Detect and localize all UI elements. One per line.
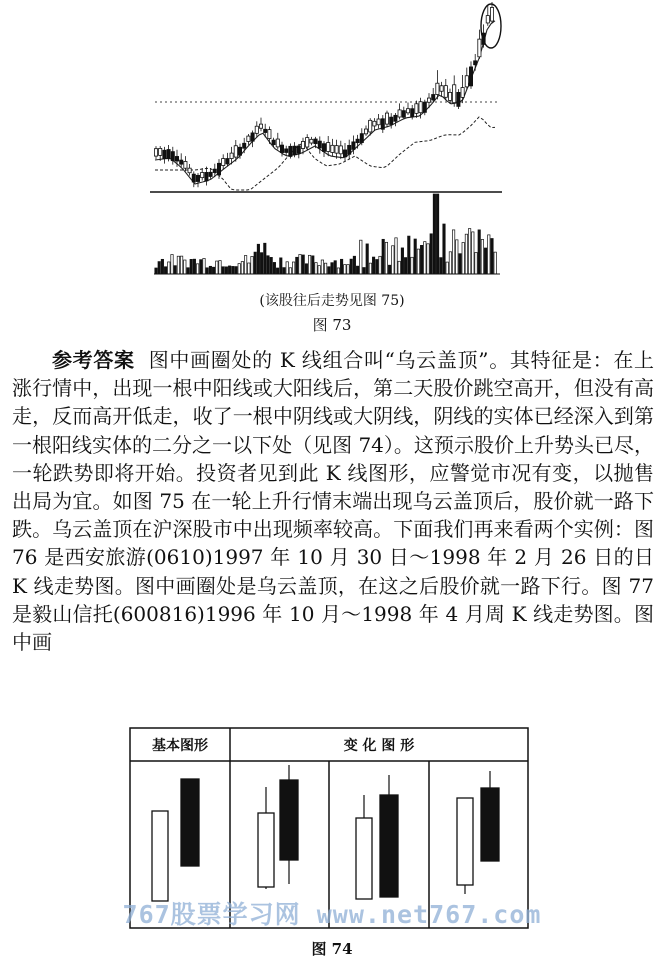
volume-bar: [267, 256, 269, 274]
k-candle: [343, 143, 346, 161]
dark-cloud-cover-pattern-4: [457, 771, 499, 894]
article-body: 图中画圈处的 K 线组合叫“乌云盖顶”。其特征是：在上涨行情中，出现一根中阳线或大阳线后，第二天股价跳空高开，但没有高走，反而高开低走，收了一根中阴线或大阴线，阴线的实体已经深入到第一根阳线实体的二分之一以下处（见图 74）。这预示股价上升势头已尽，一轮跌势即将开始。投资者见到此 K 线图形，应警觉市况有变，以抛售出局为宜。如图 75 在一轮上升行情末端出现乌云盖顶后，股价就一路下跌。乌云盖顶在沪深股市中出现频率较高。下面我们再来看两个实例：图 76 是西安旅游(0610)1997 年 10 月 30 日～1998 年 2 月 26 日的日 K 线走势图。图中画圈处是乌云盖顶，在这之后股价就一路下行。图 77 是毅山信托(600816)1996 年 10 月～1998 年 4 月周 K 线走势图。图中画: [12, 348, 655, 655]
answer-label: 参考答案: [52, 348, 135, 372]
volume-bar: [360, 240, 362, 274]
volume-bar: [289, 268, 291, 274]
k-candle: [331, 139, 334, 156]
volume-bar: [286, 262, 288, 274]
volume-bar: [436, 194, 438, 274]
volume-bar: [430, 234, 432, 274]
volume-bar: [219, 261, 221, 274]
volume-bar: [308, 255, 310, 274]
volume-bar: [417, 249, 419, 274]
volume-bar: [456, 240, 458, 274]
volume-bar: [315, 263, 317, 274]
volume-bar: [305, 264, 307, 274]
volume-bar: [340, 259, 342, 274]
volume-bar: [273, 262, 275, 274]
volume-bar: [372, 257, 374, 274]
k-candle: [310, 137, 313, 145]
bullish-candle: [152, 811, 168, 901]
k-candle: [196, 173, 199, 187]
volume-bar: [459, 254, 461, 274]
k-candle: [335, 140, 338, 159]
volume-bar: [452, 230, 454, 274]
k-candle: [364, 125, 367, 135]
volume-bar: [366, 244, 368, 274]
volume-bar: [350, 259, 352, 274]
volume-bar: [216, 261, 218, 274]
volume-bar: [196, 264, 198, 274]
volume-bar: [225, 267, 227, 274]
volume-bar: [312, 256, 314, 274]
volume-bar: [491, 239, 493, 274]
volume-bar: [411, 257, 413, 274]
k-candle: [377, 114, 380, 128]
article-paragraph: [12, 346, 654, 656]
volume-bar: [408, 236, 410, 274]
volume-bar: [174, 266, 176, 274]
volume-bar: [478, 230, 480, 274]
volume-bar: [385, 242, 387, 274]
volume-bar: [401, 248, 403, 274]
dark-cloud-cover-pattern-1: [152, 779, 199, 901]
volume-bar: [382, 239, 384, 274]
k-candle: [163, 147, 166, 164]
k-candle: [348, 140, 351, 160]
volume-panel: [154, 194, 500, 274]
k-candle: [255, 121, 258, 137]
volume-bar: [347, 265, 349, 274]
volume-bar: [395, 238, 397, 274]
k-candle: [201, 168, 204, 180]
k-candle: [444, 79, 447, 101]
volume-bar: [190, 259, 192, 274]
volume-bar: [184, 260, 186, 274]
k-candle: [285, 146, 288, 156]
volume-bar: [168, 262, 170, 274]
volume-bar: [404, 258, 406, 274]
k-candle: [154, 146, 157, 159]
price-panel: [150, 2, 502, 192]
volume-bar: [158, 262, 160, 274]
volume-bar: [155, 268, 157, 274]
volume-bar: [299, 254, 301, 274]
k-candle: [180, 153, 183, 167]
k-candle: [297, 144, 300, 158]
header-variation-pattern: 变 化 图 形: [343, 738, 415, 754]
bearish-candle: [181, 779, 199, 866]
volume-bar: [235, 267, 237, 274]
volume-bar: [427, 244, 429, 274]
figure-74-candles: [152, 765, 499, 901]
bullish-candle: [457, 798, 473, 894]
k-candle: [469, 61, 472, 88]
k-candle: [381, 115, 384, 133]
volume-bar: [462, 242, 464, 274]
k-candle: [259, 118, 262, 132]
volume-bar: [356, 266, 358, 274]
k-candle: [453, 75, 456, 106]
volume-bar: [228, 266, 230, 274]
k-candle: [406, 102, 409, 115]
volume-bar: [398, 261, 400, 274]
volume-bar: [334, 261, 336, 274]
k-candle: [465, 68, 468, 90]
volume-bar: [164, 267, 166, 274]
volume-bar: [420, 245, 422, 274]
volume-bar: [328, 267, 330, 274]
volume-bar: [200, 260, 202, 274]
k-candle: [276, 133, 279, 150]
volume-bar: [321, 260, 323, 274]
volume-bar: [244, 256, 246, 274]
volume-bar: [465, 234, 467, 274]
figure-73-note: (该股往后走势见图 75): [259, 293, 405, 309]
k-candle: [398, 103, 401, 119]
volume-bar: [241, 262, 243, 274]
volume-bar: [494, 252, 496, 274]
bearish-candle: [481, 771, 499, 861]
volume-bar: [238, 264, 240, 274]
k-candle: [184, 156, 187, 171]
k-candle: [293, 142, 296, 157]
volume-bar: [187, 268, 189, 274]
volume-bar: [251, 256, 253, 274]
figure-74-caption: 图 74: [311, 940, 353, 958]
k-candle: [205, 167, 208, 186]
k-candle: [243, 138, 246, 153]
volume-bar: [257, 244, 259, 274]
bullish-candle: [258, 787, 274, 889]
volume-bar: [276, 268, 278, 274]
k-candle: [188, 164, 191, 176]
volume-bar: [324, 263, 326, 274]
volume-bar: [212, 267, 214, 274]
volume-bar: [414, 239, 416, 274]
volume-bar: [331, 263, 333, 274]
header-basic-pattern: 基本图形: [152, 738, 208, 754]
volume-bar: [270, 257, 272, 274]
volume-bar: [171, 255, 173, 274]
volume-bar: [353, 256, 355, 274]
volume-bar: [337, 268, 339, 274]
volume-bar: [248, 263, 250, 274]
volume-bar: [481, 239, 483, 274]
k-candle: [385, 111, 388, 127]
volume-bar: [260, 253, 262, 274]
volume-bar: [222, 267, 224, 274]
volume-bar: [280, 258, 282, 274]
k-candle: [327, 136, 330, 156]
volume-bar: [296, 257, 298, 274]
volume-bar: [475, 252, 477, 274]
volume-bar: [443, 224, 445, 274]
k-candle: [192, 171, 195, 187]
volume-bar: [488, 235, 490, 274]
volume-bar: [472, 232, 474, 274]
volume-bar: [449, 252, 451, 274]
k-candle: [251, 130, 254, 147]
k-candle: [247, 134, 250, 145]
k-candle: [322, 141, 325, 157]
volume-bar: [433, 194, 435, 274]
dark-cloud-cover-pattern-3: [356, 775, 398, 899]
volume-bar: [363, 268, 365, 274]
bearish-candle: [280, 765, 298, 884]
volume-bar: [264, 243, 266, 274]
bearish-candle: [380, 775, 398, 897]
volume-bar: [302, 255, 304, 274]
volume-bar: [193, 259, 195, 274]
k-candle: [226, 153, 229, 167]
volume-bar: [388, 265, 390, 274]
k-candle: [402, 107, 405, 120]
volume-bar: [376, 260, 378, 274]
k-candle: [415, 101, 418, 118]
k-candle: [339, 141, 342, 159]
volume-bar: [318, 266, 320, 274]
k-candle: [486, 6, 489, 26]
figure-73-kline-chart: [150, 2, 502, 284]
dark-cloud-cover-pattern-2: [258, 765, 298, 889]
bullish-candle: [356, 795, 372, 899]
volume-bar: [344, 265, 346, 274]
volume-bar: [468, 229, 470, 274]
volume-bar: [232, 266, 234, 274]
volume-bar: [206, 268, 208, 274]
k-candle: [440, 82, 443, 96]
k-candle: [457, 89, 460, 109]
site-watermark: 767股票学习网 www.net767.com: [122, 900, 542, 929]
volume-bar: [440, 258, 442, 274]
volume-bar: [392, 246, 394, 274]
volume-bar: [292, 262, 294, 274]
k-candle: [474, 54, 477, 71]
volume-bar: [161, 259, 163, 274]
volume-bar: [180, 256, 182, 274]
k-candle: [360, 128, 363, 145]
volume-bar: [484, 248, 486, 274]
k-candle: [318, 136, 321, 153]
volume-bar: [424, 242, 426, 274]
volume-bar: [446, 262, 448, 274]
volume-bar: [283, 268, 285, 274]
volume-bar: [254, 252, 256, 274]
volume-bar: [379, 256, 381, 274]
figure-73-caption: 图 73: [312, 316, 352, 334]
k-candle: [478, 30, 481, 59]
k-candle: [373, 118, 376, 131]
k-candle: [289, 144, 292, 159]
volume-bar: [203, 258, 205, 274]
volume-bar: [209, 266, 211, 274]
volume-bar: [369, 263, 371, 274]
k-candle: [222, 154, 225, 169]
volume-bar: [177, 256, 179, 274]
